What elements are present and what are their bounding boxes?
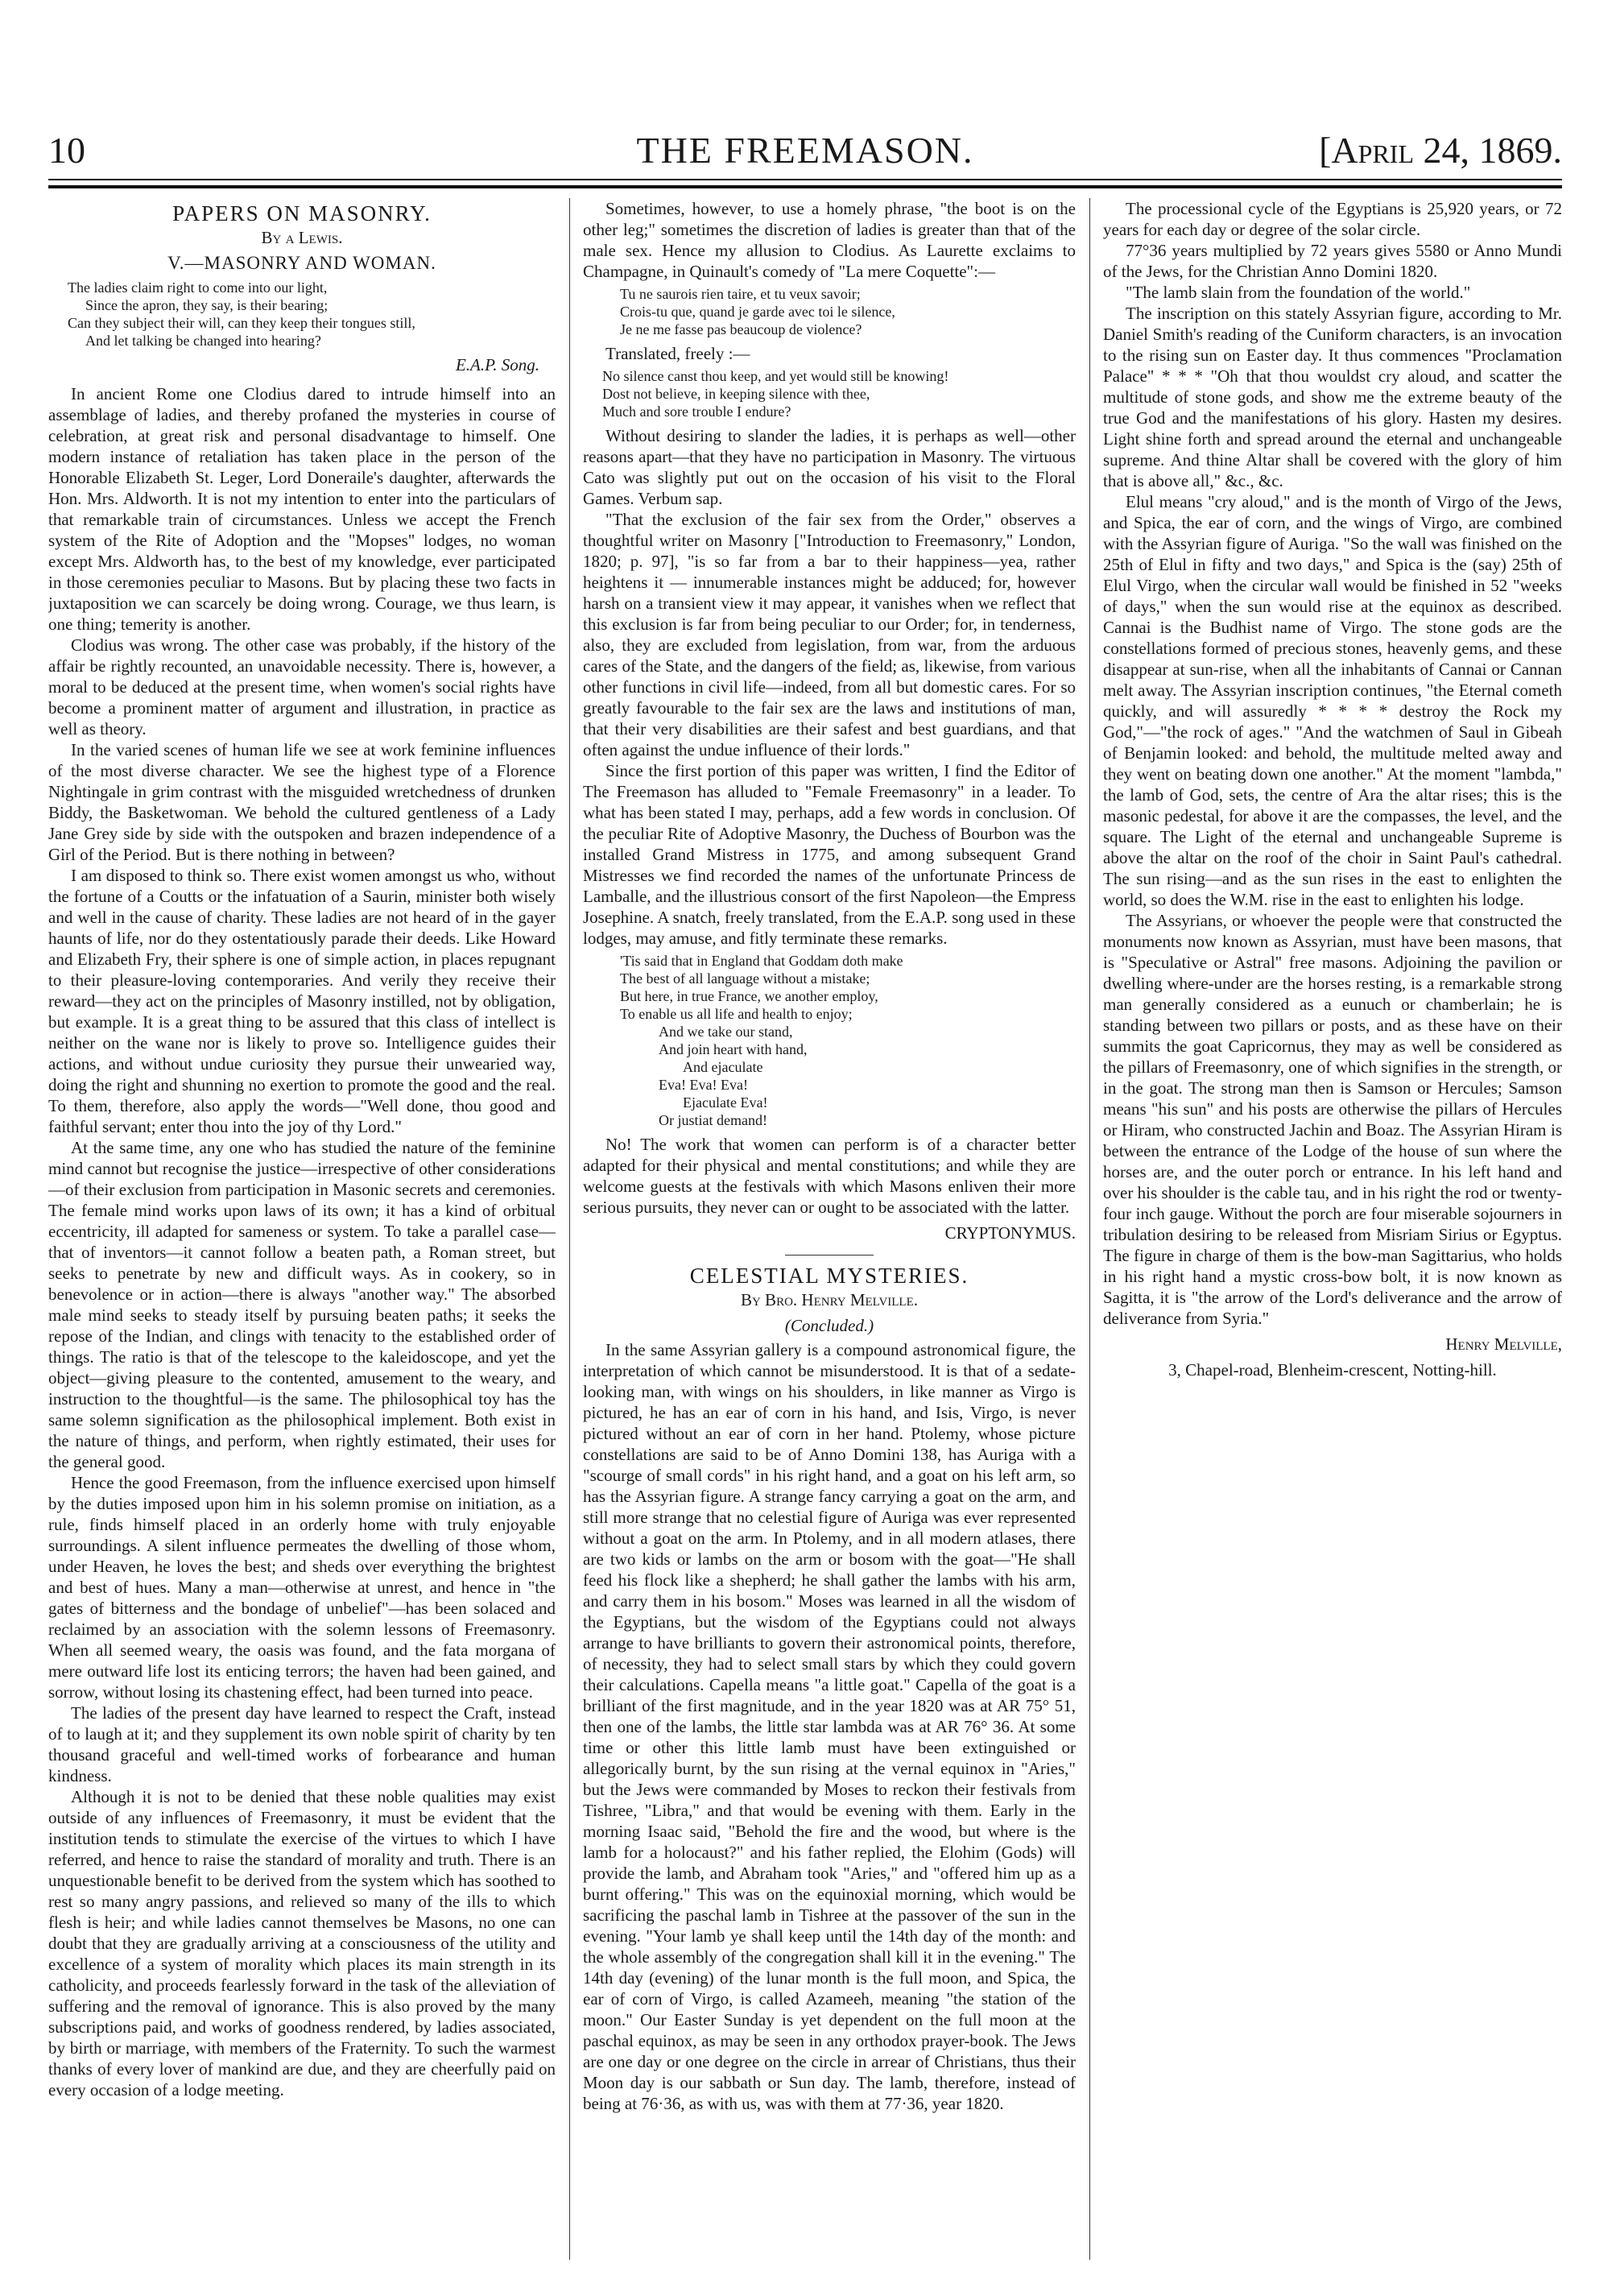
column-1 bbox=[48, 198, 556, 2260]
masthead-rule-thin bbox=[48, 179, 1562, 180]
paragraph: Elul means "cry aloud," and is the month of Virgo of the Jews, and Spica, the ear of corn, and the wings of Virgo, are combined with the Assyrian figure of Auriga. "So the wall was finished on the 25th of Elul in fifty and two days," and Spica is the (say) 25th of Elul Virgo, when the circular wall would be finished in 52 "weeks of days," when the sun would rise at the equinox as described. Cannai is the Budhist name of Virgo. The stone gods are the constellations formed of precious stones, heavenly gems, and these disappear at sun-rise, when all the inhabitants of Cannai or Cannan melt away. The Assyrian inscription continues, "the Eternal cometh quickly, and will assuredly * * * * destroy the Rock my God,"—"the rock of ages." "And the watchmen of Saul in Gibeah of Benjamin looked: and behold, the multitude melted away and they went on beating down one another." At the moment "lambda," the lamb of God, sets, the centre of Ara the altar rises; this is the masonic pedestal, for above it are the compasses, the level, and the square. The Light of the eternal and unchangeable Supreme is above the altar on the roof of the choir in Saint Paul's cathedral. The sun rising—and as the sun rises in the east to enlighten the world, so does the W.M. rise in the east to enlighten his lodge. bbox=[1103, 492, 1562, 909]
article-heading: CELESTIAL MYSTERIES. bbox=[689, 1264, 969, 1288]
french-verse bbox=[602, 285, 1076, 338]
verse-line: Tu ne saurois rien taire, et tu veux savoir; bbox=[620, 286, 861, 302]
masthead-rule-thick bbox=[48, 185, 1562, 188]
epigraph-source: E.A.P. Song. bbox=[455, 355, 539, 374]
column-3 bbox=[1103, 198, 1562, 2260]
epigraph bbox=[68, 279, 556, 350]
verse-line: Since the apron, they say, is their bearing; bbox=[85, 297, 329, 313]
article-note: (Concluded.) bbox=[784, 1316, 874, 1335]
paragraph: Clodius was wrong. The other case was probably, if the history of the affair be rightly recounted, an unavoidable necessity. There is, however, a moral to be deduced at the present time, when women's social rights have become a prominent matter of argument and illustration, in practice as well as theory. bbox=[48, 635, 556, 738]
masthead bbox=[48, 129, 1562, 177]
article-subheading: V.—MASONRY AND WOMAN. bbox=[167, 253, 436, 273]
page-number: 10 bbox=[48, 130, 85, 171]
article-byline: By Bro. Henry Melville. bbox=[740, 1290, 919, 1309]
paragraph: Although it is not to be denied that these noble qualities may exist outside of any influences of Freemasonry, it must be evident that the institution tends to stimulate the exercise of the virtues to which I have referred, and hence to raise the standard of morality and truth. There is an unquestionable benefit to be derived from the system which has soothed to rest so many angry passions, and relieved so many of the ills to which flesh is heir; and while ladies cannot themselves be Masons, no one can doubt that they are gradually arriving at a consciousness of the utility and excellence of a system of morality which places its main strength in its catholicity, and proceeds fearlessly forward in the task of the alleviation of suffering and the removal of ignorance. This is also proved by the many subscriptions paid, and works of goodness rendered, by ladies associated, by birth or marriage, with members of the Fraternity. To such the warmest thanks of every lover of mankind are due, and they are cheerfully paid on every occasion of a lodge meeting. bbox=[48, 1787, 556, 2099]
verse-line: The best of all language without a mistake; bbox=[620, 970, 870, 987]
article-signature: CRYPTONYMUS. bbox=[944, 1223, 1076, 1243]
song-verse bbox=[602, 952, 1076, 1129]
column-2 bbox=[583, 198, 1076, 2260]
paragraph: In the varied scenes of human life we see at work feminine influences of the most diverse character. We see the highest type of a Florence Nightingale in grim contrast with the misguided wretchedness of drunken Biddy, the Basketwoman. We behold the cultured gentleness of a Lady Jane Grey side by side with the outspoken and brazen independence of a Girl of the Period. But is there nothing in between? bbox=[48, 740, 556, 864]
english-verse bbox=[602, 367, 1076, 420]
author-signature: Henry Melville, bbox=[1445, 1334, 1562, 1354]
verse-line: Can they subject their will, can they keep their tongues still, bbox=[68, 315, 415, 331]
paragraph: I am disposed to think so. There exist women amongst us who, without the fortune of a Coutts or the infatuation of a Saurin, minister both wisely and well in the cause of charity. These ladies are not heard of in the gayer haunts of life, nor do they ostentatiously parade their deeds. Like Howard and Elizabeth Fry, their sphere is one of simple action, in places repugnant to their pleasure-loving contemporaries. And verily they receive their reward—they act on the principles of Masonry instilled, not by obligation, but example. It is a great thing to be assured that this class of intellect is neither on the wane nor is likely to prove so. Intelligence guides their actions, and without undue curiosity they pursue their unwearied way, doing the right and shunning no exertion to promote the good and the real. To them, therefore, also apply the words—"Well done, thou good and faithful servant; enter thou into the joy of thy Lord." bbox=[48, 866, 556, 1136]
article-byline: By a Lewis. bbox=[261, 228, 343, 247]
paragraph: "That the exclusion of the fair sex from the Order," observes a thoughtful writer on Masonry ["Introduction to Freemasonry," London, 1820; p. 97], "is so far from a bar to their happiness—yea, rather heightens it — innumerable instances might be adduced; for, however harsh on a transient view it may appear, it vanishes when we reflect that this exclusion is far from being peculiar to our Order; for, in tenderness, also, they are excluded from legislation, from war, from the arduous cares of the State, and the dangers of the field; as, likewise, from various other functions in civil life—indeed, from all but domestic cares. For so greatly favourable to the fair sex are the laws and institutions of man, that their very disabilities are their safest and best guardians, and that often against the undue influence of their lords." bbox=[583, 510, 1076, 759]
paragraph: Hence the good Freemason, from the influence exercised upon himself by the duties imposed upon him in his solemn promise on initiation, as a rule, finds himself placed in an orderly home with truly enjoyable surroundings. A silent influence permeates the dwelling of those whom, under Heaven, he loves the best; and sheds over everything the brightest and best of hues. Many a man—otherwise at unrest, and hence in "the gates of bitterness and the bondage of unbelief"—has been solaced and reclaimed by an association with the solemn lessons of Freemasonry. When all seemed weary, the oasis was found, and the fata morgana of mere outward life lost its enticing terrors; the haven had been gained, and sorrow, without losing its chastening effect, had been turned into peace. bbox=[48, 1473, 556, 1702]
paragraph: At the same time, any one who has studied the nature of the feminine mind cannot but recognise the justice—irrespective of other considerations—of their exclusion from participation in Masonic secrets and ceremonies. The female mind works upon laws of its own; it has a kind of orbitual eccentricity, ill adapted for sameness or system. To take a parallel case—that of inventors—it cannot follow a beaten path, a Roman street, but seeks to penetrate by new and difficult ways. As in cookery, so in benevolence or in action—there is always "another way." The absorbed male mind seeks to steady itself by pursuing beaten paths; it seeks the repose of the Indian, and clings with tenacity to the established order of things. The ratio is that of the telescope to the kaleidoscope, and yet the object—giving pleasure to the contented, amusement to the weary, and instruction to the thoughtful—is the same. The philosophical toy has the same solemn signification as the philosophical implement. Both exist in the nature of things, and perform, when rightly estimated, their uses for the general good. bbox=[48, 1138, 556, 1471]
paragraph: The inscription on this stately Assyrian figure, according to Mr. Daniel Smith's reading of the Cuniform characters, is an invocation to the rising sun on Easter day. It thus commences "Proclamation Palace" * * * "Oh that thou wouldst cry aloud, and scatter the multitude of stone gods, and show me the extreme beauty of the true God and the manifestations of his glory. Hasten my desires. Light shine forth and spread around the eternal and unchangeable supreme. And thine Altar shall be covered with the glory of him that is above all," &c., &c. bbox=[1103, 304, 1562, 490]
section-divider bbox=[785, 1255, 874, 1256]
verse-line: Much and sore trouble I endure? bbox=[602, 403, 791, 420]
verse-line: And join heart with hand, bbox=[659, 1041, 808, 1057]
author-address: 3, Chapel-road, Blenheim-crescent, Notting-hill. bbox=[1168, 1360, 1497, 1380]
paragraph: Sometimes, however, to use a homely phrase, "the boot is on the other leg;" sometimes the discretion of ladies is greater than that of the male sex. Hence my allusion to Clodius. As Laurette exclaims to Champagne, in Quinault's comedy of "La mere Coquette":— bbox=[583, 199, 1076, 281]
paragraph: Translated, freely :— bbox=[605, 344, 750, 363]
paragraph: The processional cycle of the Egyptians is 25,920 years, or 72 years for each day or degree of the solar circle. bbox=[1103, 199, 1562, 239]
verse-line: But here, in true France, we another employ, bbox=[620, 988, 878, 1004]
article-heading: PAPERS ON MASONRY. bbox=[172, 201, 432, 225]
verse-line: The ladies claim right to come into our light, bbox=[68, 279, 328, 296]
issue-date: [April 24, 1869. bbox=[1319, 130, 1562, 171]
paragraph: "The lamb slain from the foundation of the world." bbox=[1126, 283, 1471, 302]
verse-line: And ejaculate bbox=[683, 1059, 763, 1075]
paragraph: Without desiring to slander the ladies, it is perhaps as well—other reasons apart—that they have no participation in Masonry. The virtuous Cato was slightly put out on the occasion of his visit to the Floral Games. Verbum sap. bbox=[583, 426, 1076, 508]
verse-line: Dost not believe, in keeping silence with thee, bbox=[602, 386, 870, 402]
paragraph: Since the first portion of this paper was written, I find the Editor of The Freemason has alluded to "Female Freemasonry" in a leader. To what has been stated I may, perhaps, add a few words in conclusion. Of the peculiar Rite of Adoptive Masonry, the Duchess of Bourbon was the installed Grand Mistress in 1775, and among subsequent Grand Mistresses we find recorded the names of the unfortunate Princess de Lamballe, and the illustrious consort of the first Napoleon—the Empress Josephine. A snatch, freely translated, from the E.A.P. song used in these lodges, may amuse, and fitly terminate these remarks. bbox=[583, 761, 1076, 948]
column-divider bbox=[1089, 198, 1090, 2260]
paragraph: No! The work that women can perform is of a character better adapted for their physical and mental constitutions; and while they are welcome guests at the festivals with which Masons enliven their more serious pursuits, they never can or ought to be associated with the latter. bbox=[583, 1135, 1076, 1217]
paragraph: In the same Assyrian gallery is a compound astronomical figure, the interpretation of which cannot be misunderstood. It is that of a sedate-looking man, with wings on his shoulders, in like manner as Virgo is pictured, he has an ear of corn in his hand, and Isis, Virgo, is never pictured without an ear of corn in her hand. Ptolemy, whose picture constellations are said to be of Anno Domini 138, has Auriga with a "scourge of small cords" in his right hand, and a goat on his left arm, so has the Assyrian figure. A strange fancy carrying a goat on the arm, and still more strange that no celestial figure of Auriga was ever represented without a goat on the arm. In Ptolemy, and in all modern atlases, there are two kids or lambs on the arm or bosom with the goat—"He shall feed his flock like a shepherd; he shall gather the lambs with his arm, and carry them in his bosom." Moses was learned in all the wisdom of the Egyptians, but the wisdom of the Egyptians could not always arrange to have brilliants to govern their astronomical points, therefore, of necessity, they had to select small stars by which they could govern their calculations. Capella means "a little goat." Capella of the goat is a brilliant of the first magnitude, and in the year 1820 was at AR 75° 51, then one of the lambs, the little star lambda was at AR 76° 36. At some time or other this little lamb must have been extinguished or allegorically burnt, by the sun rising at the vernal equinox in "Aries," but the Jews were commanded by Moses to reckon their festivals from Tishree, "Libra," and that would be evening with them. Early in the morning Isaac said, "Behold the fire and the wood, but where is the lamb for a holocaust?" and his father replied, the Elohim (Gods) will provide the lamb, and Abraham took "Aries," and "offered him up as a burnt offering." This was on the equinoxial morning, which would be sacrificing the paschal lamb in Tishree at the passover of the sun in the evening. "Your lamb ye shall keep until the 14th day of the month: and the whole assembly of the congregation shall kill it in the evening." The 14th day (evening) of the lunar month is the full moon, and Spica, the ear of corn of Virgo, is called Azameeh, meaning "the station of the moon." Our Easter Sunday is yet dependent on the full moon at the paschal equinox, as may be seen in any orthodox prayer-book. The Jews are one day or one degree on the circle in arrear of Christians, thus their Moon day is our sabbath or Sun day. The lamb, therefore, instead of being at 76·36, as with us, was with them at 77·36, year 1820. bbox=[583, 1340, 1076, 2113]
verse-line: Je ne me fasse pas beaucoup de violence? bbox=[620, 321, 862, 337]
verse-line: Ejaculate Eva! bbox=[683, 1094, 768, 1111]
verse-line: And we take our stand, bbox=[659, 1024, 793, 1040]
paragraph: In ancient Rome one Clodius dared to intrude himself into an assemblage of ladies, and thereby profaned the mysteries in course of celebration, at great risk and personal disadvantage to himself. One modern instance of retaliation has taken place in the person of the Honorable Elizabeth St. Leger, Lord Doneraile's daughter, afterwards the Hon. Mrs. Aldworth. It is not my intention to enter into the particulars of that remarkable train of circumstances. Unless we accept the French system of the Rite of Adoption and the "Mopses" lodges, no woman except Mrs. Aldworth has, to the best of my knowledge, ever participated in those ceremonies peculiar to Masons. But by placing these two facts in juxtaposition we can scarcely be doing wrong. Courage, we thus learn, is one thing; temerity is another. bbox=[48, 384, 556, 634]
verse-line: Or justiat demand! bbox=[659, 1112, 767, 1128]
column-divider bbox=[569, 198, 570, 2260]
verse-line: And let talking be changed into hearing? bbox=[85, 333, 321, 349]
newspaper-page bbox=[48, 0, 1562, 2296]
verse-line: No silence canst thou keep, and yet would still be knowing! bbox=[602, 368, 949, 384]
paragraph: 77°36 years multiplied by 72 years gives 5580 or Anno Mundi of the Jews, for the Christian Anno Domini 1820. bbox=[1103, 241, 1562, 281]
verse-line: 'Tis said that in England that Goddam doth make bbox=[620, 953, 903, 969]
newspaper-title: THE FREEMASON. bbox=[636, 130, 974, 171]
verse-line: Crois-tu que, quand je garde avec toi le silence, bbox=[620, 304, 895, 320]
verse-line: Eva! Eva! Eva! bbox=[659, 1077, 748, 1093]
paragraph: The Assyrians, or whoever the people were that constructed the monuments now known as Assyrian, must have been masons, that is "Speculative or Astral" free masons. Adjoining the pavilion or dwelling where-under are the horses resting, is a remarkable strong man generally considered as a eunuch or chamberlain; he is standing between two pillars or posts, and as these have on their summits the goat Capricornus, they may as well be considered as the pillars of Freemasonry, one of which signifies in the strength, or in the goat. The strong man then is Samson or Hercules; Samson means "his sun" and his posts are otherwise the pillars of Hercules or Hiram, who constructed Jachin and Boaz. The Assyrian Hiram is between the entrance of the Lodge of the house of sun where the horses are, and the outer porch or entrance. In his left hand and over his shoulder is the cable tau, and in his right the rod or twenty-four inch gauge. Without the porch are four miserable sojourners in tribulation desiring to be released from Misriam Sirius or Egyptus. The figure in charge of them is the bow-man Sagittarius, who holds in his right hand a mystic cross-bow bolt, it is now known as Sagitta, it is "the arrow of the Lord's deliverance and the arrow of deliverance from Syria." bbox=[1103, 911, 1562, 1328]
verse-line: To enable us all life and health to enjoy; bbox=[620, 1006, 853, 1022]
paragraph: The ladies of the present day have learned to respect the Craft, instead of to laugh at it; and they supplement its own noble spirit of charity by ten thousand graceful and well-timed works of forbearance and human kindness. bbox=[48, 1703, 556, 1785]
